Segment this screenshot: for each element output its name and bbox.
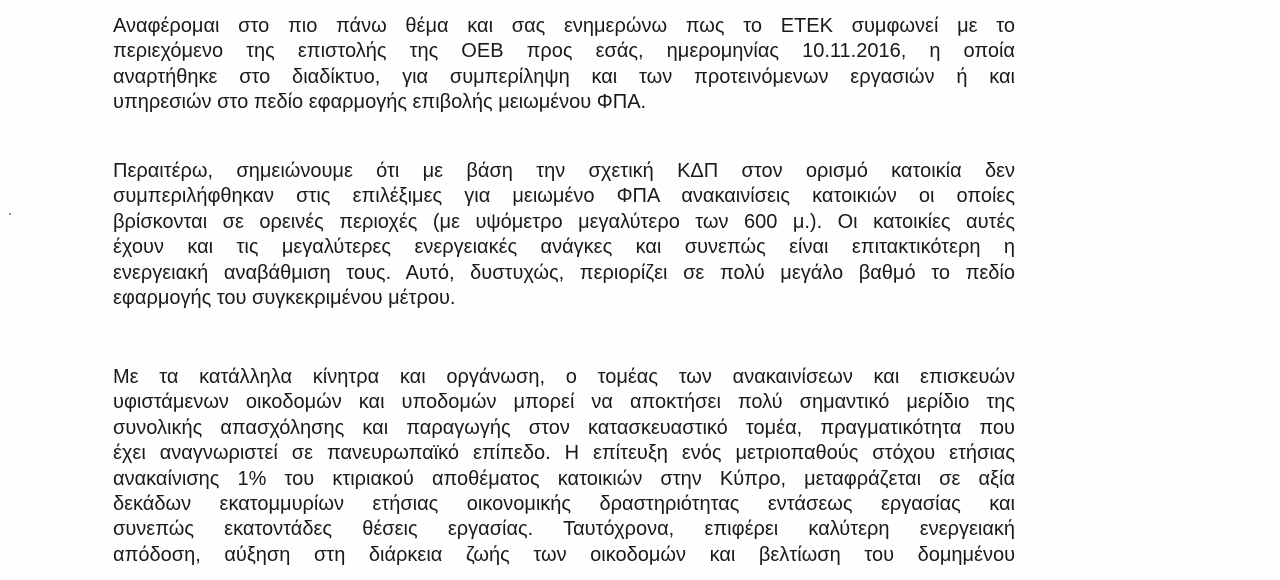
paragraph-line: εφαρμογής του συγκεκριμένου μέτρου. [113, 286, 456, 309]
paragraph-line: απόδοση, αύξηση στη διάρκεια ζωής των οικοδομών και βελτίωση του δομημένου [113, 543, 1015, 566]
paragraph-line: συμπεριλήφθηκαν στις επιλέξιμες για μειωμένο ΦΠΑ ανακαινίσεις κατοικιών οι οποίες [113, 185, 1015, 208]
paragraph-line: Αναφέρομαι στο πιο πάνω θέμα και σας ενημερώνω πως το ΕΤΕΚ συμφωνεί με το [113, 15, 1015, 37]
scan-speck [9, 213, 11, 215]
paragraph-2 [113, 159, 1015, 311]
paragraph-line: Με τα κατάλληλα κίνητρα και οργάνωση, ο τομέας των ανακαινίσεων και επισκευών [113, 366, 1015, 388]
paragraph-line: ενεργειακή αναβάθμιση τους. Αυτό, δυστυχώς, περιορίζει σε πολύ μεγάλο βαθμό το πεδίο [113, 261, 1015, 284]
paragraph-3 [113, 365, 1015, 568]
paragraph-line: υφιστάμενων οικοδομών και υποδομών μπορεί να αποκτήσει πολύ σημαντικό μερίδιο της [113, 391, 1015, 414]
paragraph-line: συνολικής απασχόλησης και παραγωγής στον κατασκευαστικό τομέα, πραγματικότητα που [113, 416, 1015, 439]
paragraph-line: περιεχόμενο της επιστολής της ΟΕΒ προς εσάς, ημερομηνίας 10.11.2016, η οποία [113, 40, 1015, 63]
paragraph-line: υπηρεσιών στο πεδίο εφαρμογής επιβολής μειωμένου ΦΠΑ. [113, 91, 647, 114]
paragraph-line: βρίσκονται σε ορεινές περιοχές (με υψόμετρο μεγαλύτερο των 600 μ.). Οι κατοικίες αυτές [113, 210, 1015, 233]
paragraph-1 [113, 14, 1015, 116]
paragraph-line: Περαιτέρω, σημειώνουμε ότι με βάση την σχετική ΚΔΠ στον ορισμό κατοικία δεν [113, 160, 1015, 182]
paragraph-line: έχουν και τις μεγαλύτερες ενεργειακές ανάγκες και συνεπώς είναι επιτακτικότερη η [113, 236, 1015, 259]
paragraph-line: αναρτήθηκε στο διαδίκτυο, για συμπερίληψη και των προτεινόμενων εργασιών ή και [113, 65, 1015, 88]
paragraph-line: συνεπώς εκατοντάδες θέσεις εργασίας. Ταυτόχρονα, επιφέρει καλύτερη ενεργειακή [113, 518, 1015, 541]
paragraph-line: έχει αναγνωριστεί σε πανευρωπαϊκό επίπεδο. Η επίτευξη ενός μετριοπαθούς στόχου ετήσιας [113, 442, 1015, 465]
paragraph-line: δεκάδων εκατομμυρίων ετήσιας οικονομικής δραστηριότητας εντάσεως εργασίας και [113, 492, 1015, 515]
paragraph-line: ανακαίνισης 1% του κτιριακού αποθέματος κατοικιών στην Κύπρο, μεταφράζεται σε αξία [113, 467, 1015, 490]
